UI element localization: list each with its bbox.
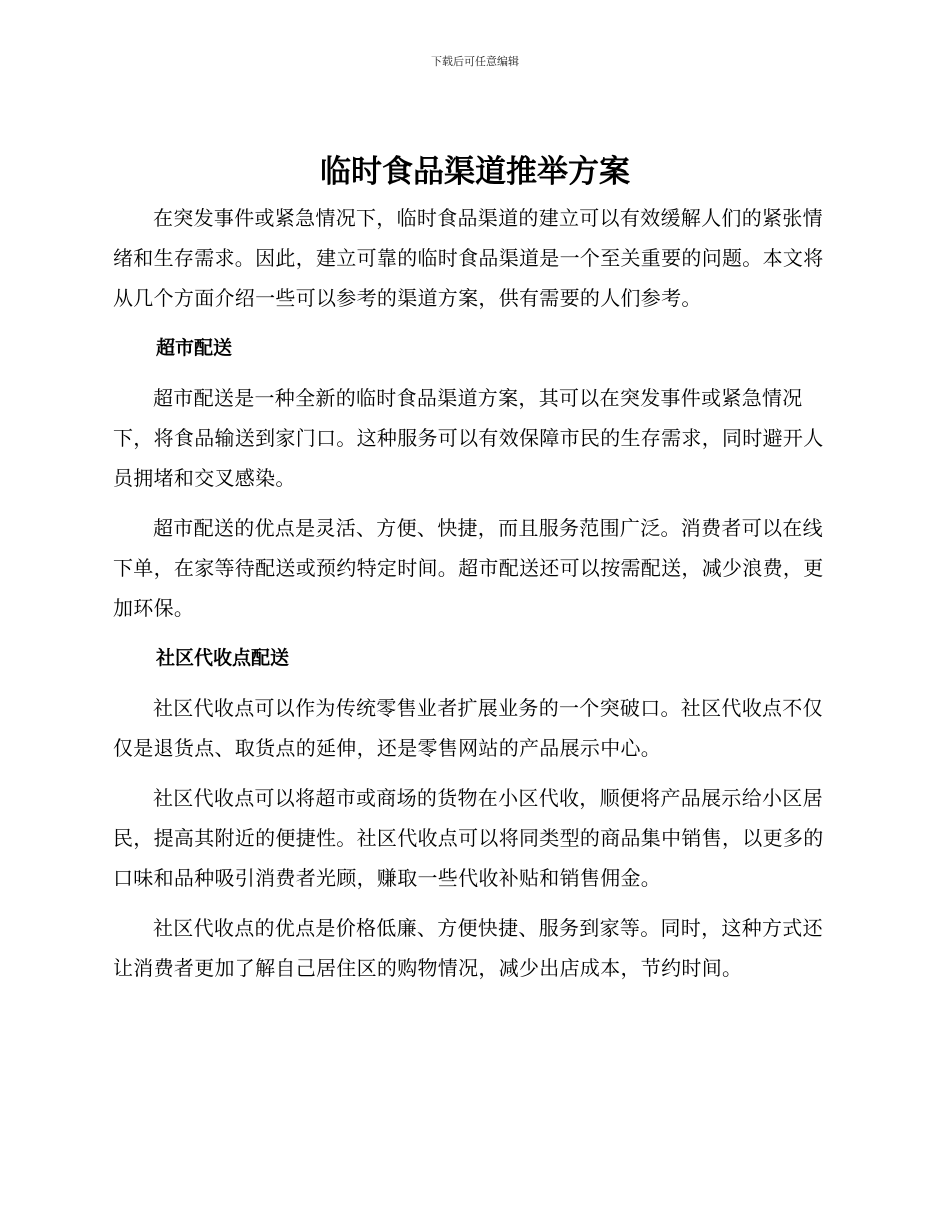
section-heading-community-pickup: 社区代收点配送 <box>156 647 290 669</box>
paragraph: 社区代收点的优点是价格低廉、方便快捷、服务到家等。同时，这种方式还让消费者更加了解自己居住区的购物情况，减少出店成本，节约时间。 <box>113 916 823 980</box>
header-note: 下载后可任意编辑 <box>431 55 519 68</box>
document-title: 临时食品渠道推举方案 <box>320 154 630 190</box>
paragraph: 超市配送的优点是灵活、方便、快捷，而且服务范围广泛。消费者可以在线下单，在家等待配送或预约特定时间。超市配送还可以按需配送，减少浪费，更加环保。 <box>113 516 824 620</box>
document-body <box>113 198 830 998</box>
paragraph: 社区代收点可以将超市或商场的货物在小区代收，顺便将产品展示给小区居民，提高其附近的便捷性。社区代收点可以将同类型的商品集中销售，以更多的口味和品种吸引消费者光顾，赚取一些代收补贴和销售佣金。 <box>113 786 824 890</box>
section-heading-supermarket-delivery: 超市配送 <box>156 337 233 359</box>
paragraph: 超市配送是一种全新的临时食品渠道方案，其可以在突发事件或紧急情况下，将食品输送到家门口。这种服务可以有效保障市民的生存需求，同时避开人员拥堵和交叉感染。 <box>113 386 824 490</box>
paragraph: 社区代收点可以作为传统零售业者扩展业务的一个突破口。社区代收点不仅仅是退货点、取货点的延伸，还是零售网站的产品展示中心。 <box>113 696 823 760</box>
intro-paragraph: 在突发事件或紧急情况下，临时食品渠道的建立可以有效缓解人们的紧张情绪和生存需求。因此，建立可靠的临时食品渠道是一个至关重要的问题。本文将从几个方面介绍一些可以参考的渠道方案，供有需要的人们参考。 <box>113 206 824 310</box>
